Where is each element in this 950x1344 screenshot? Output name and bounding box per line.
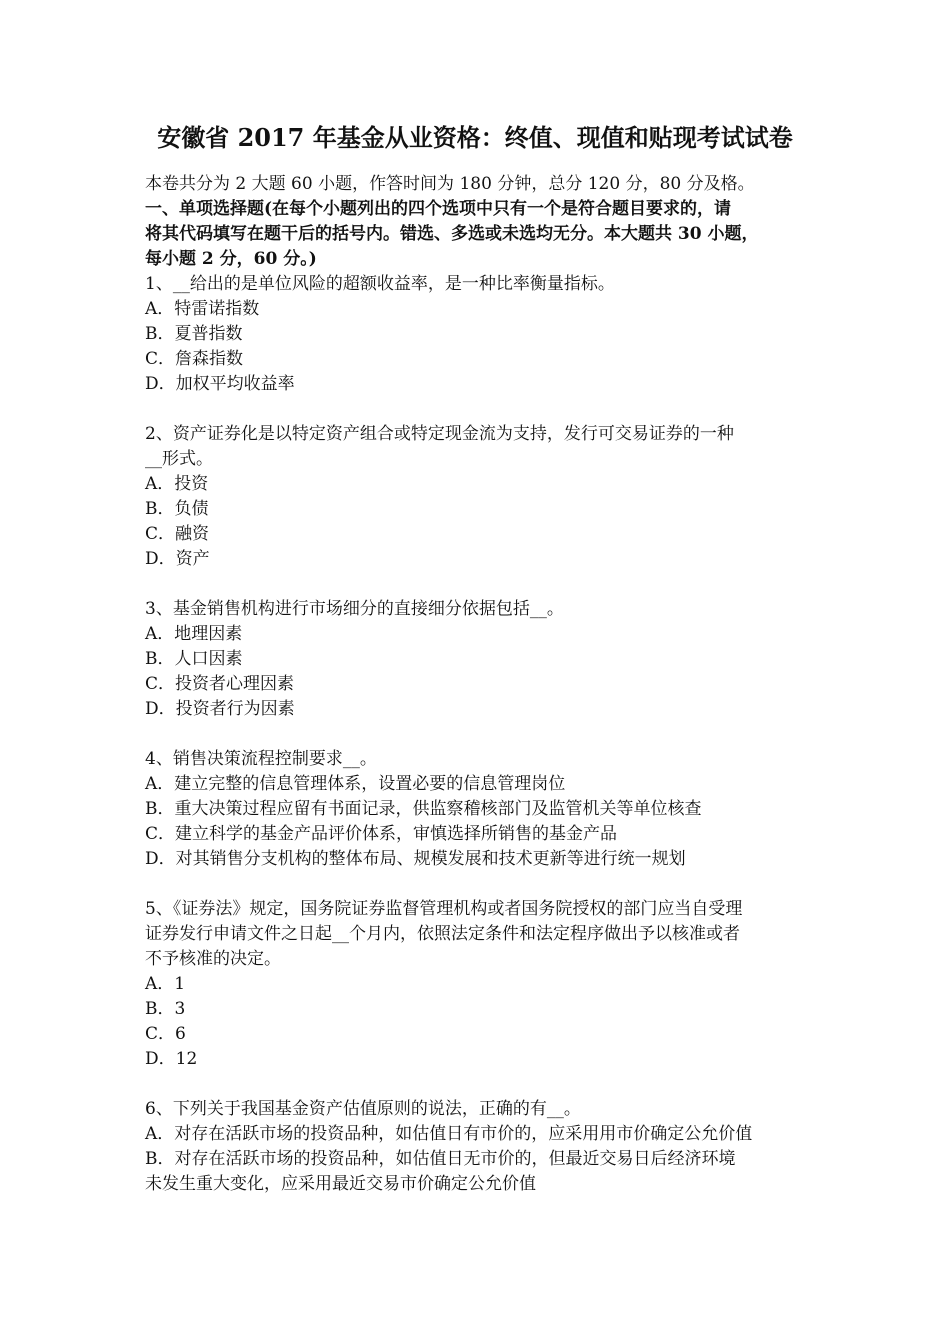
question-option: D．12 xyxy=(145,1049,198,1069)
question-option: B．3 xyxy=(145,999,186,1019)
question-option-continued: 未发生重大变化，应采用最近交易市价确定公允价值 xyxy=(145,1174,536,1194)
question-option: A．投资 xyxy=(145,474,209,494)
question-option: B．负债 xyxy=(145,499,209,519)
exam-intro: 本卷共分为 2 大题 60 小题，作答时间为 180 分钟，总分 120 分，80 分及格。 xyxy=(145,174,755,194)
document-title: 安徽省 2017 年基金从业资格：终值、现值和贴现考试试卷 xyxy=(157,123,793,152)
question-option: D．资产 xyxy=(145,549,210,569)
question-option: A．特雷诺指数 xyxy=(145,299,260,319)
question-option: D．投资者行为因素 xyxy=(145,699,295,719)
question-2 xyxy=(145,422,815,572)
question-option: B．夏普指数 xyxy=(145,324,243,344)
question-stem: 6、下列关于我国基金资产估值原则的说法，正确的有__。 xyxy=(145,1099,581,1119)
question-option: C．融资 xyxy=(145,524,210,544)
section-heading-line: 每小题 2 分，60 分。) xyxy=(145,249,317,269)
question-option: D．加权平均收益率 xyxy=(145,374,295,394)
question-option: A．地理因素 xyxy=(145,624,243,644)
question-3 xyxy=(145,597,815,722)
question-option: B．重大决策过程应留有书面记录，供监察稽核部门及监管机关等单位核查 xyxy=(145,799,702,819)
question-stem: __形式。 xyxy=(145,449,213,469)
question-stem: 2、资产证券化是以特定资产组合或特定现金流为支持，发行可交易证券的一种 xyxy=(145,424,734,444)
question-stem: 1、__给出的是单位风险的超额收益率，是一种比率衡量指标。 xyxy=(145,274,615,294)
question-option: D．对其销售分支机构的整体布局、规模发展和技术更新等进行统一规划 xyxy=(145,849,686,869)
section-heading-line: 一、单项选择题(在每个小题列出的四个选项中只有一个是符合题目要求的，请 xyxy=(145,199,732,219)
question-option: C．詹森指数 xyxy=(145,349,244,369)
question-stem: 4、销售决策流程控制要求__。 xyxy=(145,749,377,769)
question-1 xyxy=(145,272,815,397)
section-heading-line: 将其代码填写在题干后的括号内。错选、多选或未选均无分。本大题共 30 小题， xyxy=(145,224,759,244)
question-5 xyxy=(145,897,815,1072)
question-option: C．建立科学的基金产品评价体系，审慎选择所销售的基金产品 xyxy=(145,824,618,844)
question-stem: 不予核准的决定。 xyxy=(145,949,281,969)
question-6 xyxy=(145,1097,815,1197)
question-option: C．6 xyxy=(145,1024,186,1044)
question-stem: 5、《证券法》规定，国务院证券监督管理机构或者国务院授权的部门应当自受理 xyxy=(145,899,743,919)
question-option: A．1 xyxy=(145,974,186,994)
question-stem: 3、基金销售机构进行市场细分的直接细分依据包括__。 xyxy=(145,599,564,619)
question-option: C．投资者心理因素 xyxy=(145,674,295,694)
question-option: B．人口因素 xyxy=(145,649,243,669)
question-option: B．对存在活跃市场的投资品种，如估值日无市价的，但最近交易日后经济环境 xyxy=(145,1149,736,1169)
question-option: A．建立完整的信息管理体系，设置必要的信息管理岗位 xyxy=(145,774,566,794)
question-4 xyxy=(145,747,815,872)
question-option: A．对存在活跃市场的投资品种，如估值日有市价的，应采用用市价确定公允价值 xyxy=(145,1124,753,1144)
question-stem: 证券发行申请文件之日起__个月内，依照法定条件和法定程序做出予以核准或者 xyxy=(145,924,740,944)
section-heading xyxy=(145,197,815,272)
document-body xyxy=(145,172,815,1197)
